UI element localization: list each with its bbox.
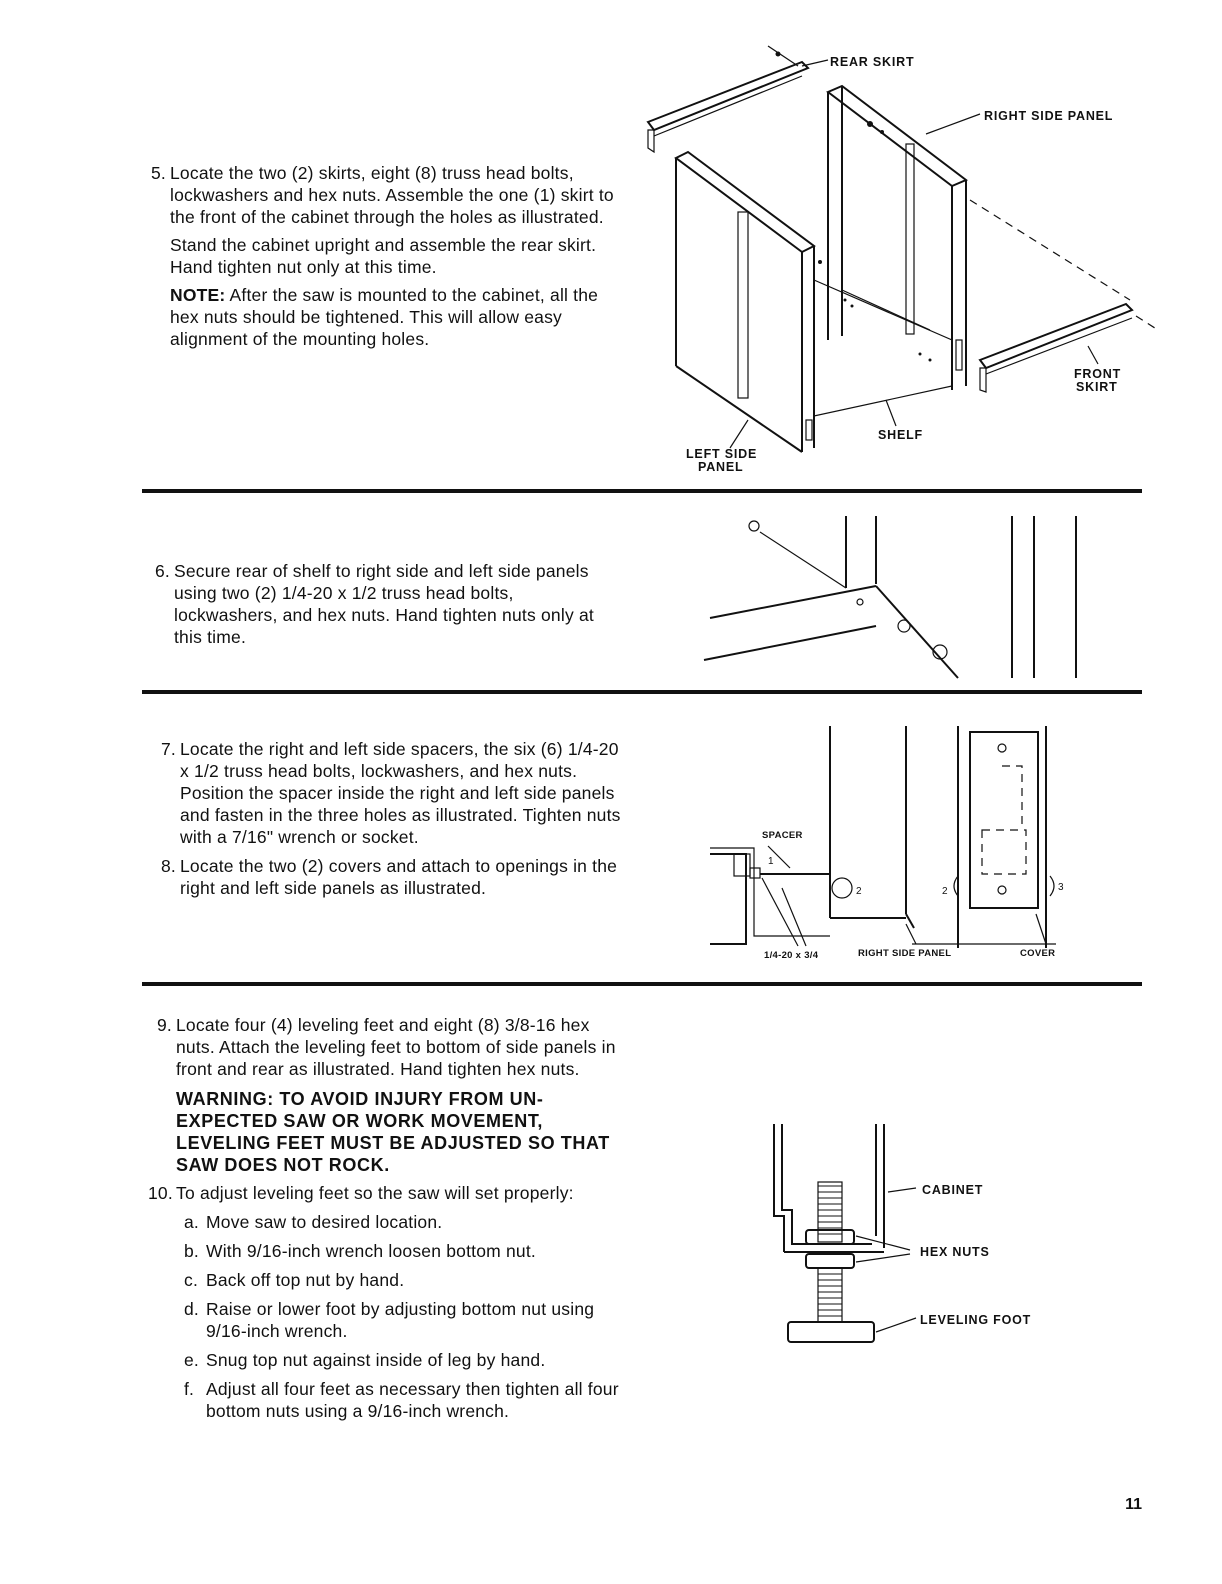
hole-1-label: 1 xyxy=(768,856,774,867)
step-9 xyxy=(148,1014,624,1080)
section-divider xyxy=(142,982,1142,986)
step-7-8-block xyxy=(152,738,624,899)
shelf-fastening-figure xyxy=(700,508,1100,688)
leveling-foot-label: LEVELING FOOT xyxy=(920,1313,1032,1327)
sub-text: Move saw to desired location. xyxy=(206,1212,443,1232)
hex-nuts-label: HEX NUTS xyxy=(920,1245,990,1259)
step-number: 7. xyxy=(161,739,176,759)
sub-text: Adjust all four feet as necessary then tighten all four bottom nuts using a 9/16-inch wrench. xyxy=(206,1379,619,1421)
cabinet-assembly-figure xyxy=(630,40,1150,480)
front-label: FRONT xyxy=(1074,367,1122,381)
step-text: To adjust leveling feet so the saw will set properly: xyxy=(176,1183,574,1203)
step-number: 6. xyxy=(155,561,170,581)
sub-letter: e. xyxy=(184,1350,199,1370)
sub-step xyxy=(148,1349,624,1371)
right-side-panel-drawing xyxy=(828,86,966,390)
rear-skirt-drawing xyxy=(648,46,808,152)
step-number: 8. xyxy=(161,856,176,876)
page-number: 11 xyxy=(1125,1496,1142,1513)
sub-text: With 9/16-inch wrench loosen bottom nut. xyxy=(206,1241,536,1261)
sub-step xyxy=(148,1378,624,1422)
step-7 xyxy=(152,738,624,848)
step-9-10-block xyxy=(148,1014,624,1422)
step-5 xyxy=(142,162,618,228)
right-side-panel-label: RIGHT SIDE PANEL xyxy=(984,109,1114,123)
hole-2b-label: 2 xyxy=(942,886,948,897)
step-5-paragraph: Stand the cabinet upright and assemble the rear skirt. Hand tighten nut only at this time. xyxy=(170,235,597,277)
cabinet-label: CABINET xyxy=(922,1183,984,1197)
warning-text: WARNING: TO AVOID INJURY FROM UN-EXPECTED SAW OR WORK MOVEMENT, LEVELING FEET MUST BE ADJUSTED SO THAT SAW DOES NOT ROCK. xyxy=(176,1089,610,1175)
sub-step xyxy=(148,1240,624,1262)
step-text: Locate the right and left side spacers, the six (6) 1/4-20 x 1/2 truss head bolts, lockwashers, and hex nuts. Position the spacer inside the right and left side panels and fasten in the three holes as illustrated. Tighten nuts with a 7/16" wrench or socket. xyxy=(180,739,621,847)
right-side-panel-label: RIGHT SIDE PANEL xyxy=(858,948,952,959)
step-text: Locate the two (2) covers and attach to openings in the right and left side panels as illustrated. xyxy=(180,856,618,898)
step-number: 10. xyxy=(148,1183,173,1203)
note-label: NOTE: xyxy=(170,285,226,305)
note-text: After the saw is mounted to the cabinet, all the hex nuts should be tightened. This will allow easy alignment of the mounting holes. xyxy=(170,285,599,349)
panel-label: PANEL xyxy=(698,460,744,474)
sub-step xyxy=(148,1211,624,1233)
step-text: Locate the two (2) skirts, eight (8) truss head bolts, lockwashers and hex nuts. Assemble the one (1) skirt to the front of the cabinet through the holes as illustrated. xyxy=(170,163,614,227)
sub-letter: f. xyxy=(184,1379,195,1399)
hole-2-label: 2 xyxy=(856,886,862,897)
section-divider xyxy=(142,489,1142,493)
leveling-foot-figure xyxy=(760,1116,1080,1356)
cover-label: COVER xyxy=(1020,948,1056,959)
sub-step xyxy=(148,1269,624,1291)
skirt-label: SKIRT xyxy=(1076,380,1118,394)
step-5-note xyxy=(170,284,618,350)
step-6 xyxy=(146,560,618,648)
step-number: 5. xyxy=(151,163,166,183)
left-side-panel-drawing xyxy=(676,152,822,452)
sub-text: Back off top nut by hand. xyxy=(206,1270,405,1290)
sub-letter: c. xyxy=(184,1270,199,1290)
sub-step xyxy=(148,1298,624,1342)
section-divider xyxy=(142,690,1142,694)
spacer-cover-figure xyxy=(706,718,1086,968)
step-5-block xyxy=(142,162,618,350)
step-text: Locate four (4) leveling feet and eight (8) 3/8-16 hex nuts. Attach the leveling feet to bottom of side panels in front and rear as illustrated. Hand tighten hex nuts. xyxy=(176,1015,616,1079)
step-6-block xyxy=(146,560,618,648)
left-side-label: LEFT SIDE xyxy=(686,447,758,461)
sub-letter: a. xyxy=(184,1212,199,1232)
step-number: 9. xyxy=(157,1015,172,1035)
rear-skirt-label: REAR SKIRT xyxy=(830,55,915,69)
shelf-drawing xyxy=(814,280,952,416)
sub-text: Snug top nut against inside of leg by hand. xyxy=(206,1350,546,1370)
sub-letter: d. xyxy=(184,1299,199,1319)
sub-text: Raise or lower foot by adjusting bottom nut using 9/16-inch wrench. xyxy=(206,1299,595,1341)
hole-3-label: 3 xyxy=(1058,882,1064,893)
step-8 xyxy=(152,855,624,899)
step-text: Secure rear of shelf to right side and left side panels using two (2) 1/4-20 x 1/2 truss head bolts, lockwashers, and hex nuts. Hand tighten nuts only at this time. xyxy=(174,561,594,647)
bolt-size-label: 1/4-20 x 3/4 xyxy=(764,950,819,961)
step-10 xyxy=(148,1182,624,1204)
spacer-label: SPACER xyxy=(762,830,803,841)
shelf-label: SHELF xyxy=(878,428,923,442)
sub-letter: b. xyxy=(184,1241,199,1261)
